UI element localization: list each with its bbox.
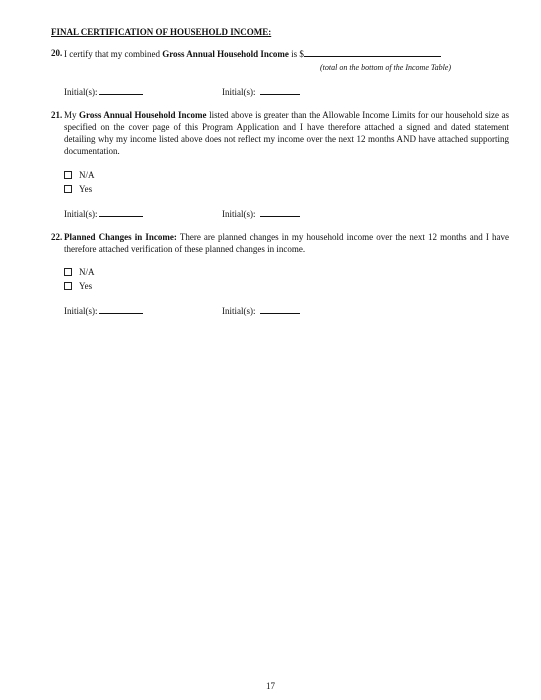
initials-line[interactable] bbox=[99, 207, 143, 217]
checkbox[interactable] bbox=[64, 282, 72, 290]
section-heading: FINAL CERTIFICATION OF HOUSEHOLD INCOME: bbox=[51, 27, 272, 37]
checkbox[interactable] bbox=[64, 171, 72, 179]
option-na[interactable]: N/A bbox=[64, 169, 95, 181]
option-yes[interactable]: Yes bbox=[64, 280, 92, 292]
initials-line[interactable] bbox=[260, 304, 300, 314]
question-21 bbox=[51, 109, 509, 157]
initials-field-2[interactable]: Initial(s): bbox=[222, 207, 300, 220]
initials-field-1[interactable]: Initial(s): bbox=[64, 85, 143, 98]
initials-field-1[interactable]: Initial(s): bbox=[64, 304, 143, 317]
initials-line[interactable] bbox=[99, 304, 143, 314]
option-yes[interactable]: Yes bbox=[64, 183, 92, 195]
initials-row-22 bbox=[64, 304, 384, 316]
income-table-note: (total on the bottom of the Income Table) bbox=[320, 63, 452, 72]
question-text: I certify that my combined Gross Annual Household Income is $ bbox=[64, 47, 509, 60]
question-20 bbox=[51, 47, 509, 60]
question-number: 21. bbox=[51, 110, 63, 120]
question-22 bbox=[51, 231, 509, 255]
question-number: 22. bbox=[51, 232, 63, 242]
initials-field-1[interactable]: Initial(s): bbox=[64, 207, 143, 220]
initials-line[interactable] bbox=[260, 207, 300, 217]
initials-row-21 bbox=[64, 207, 384, 219]
initials-field-2[interactable]: Initial(s): bbox=[222, 304, 300, 317]
initials-line[interactable] bbox=[99, 85, 143, 95]
question-text: Planned Changes in Income: There are planned changes in my household income over the next 12 months and I have therefore attached verification of these planned changes in income. bbox=[64, 232, 509, 254]
checkbox[interactable] bbox=[64, 185, 72, 193]
initials-line[interactable] bbox=[260, 85, 300, 95]
initials-row-20 bbox=[64, 85, 384, 97]
initials-field-2[interactable]: Initial(s): bbox=[222, 85, 300, 98]
checkbox[interactable] bbox=[64, 268, 72, 276]
question-number: 20. bbox=[51, 48, 63, 58]
option-na[interactable]: N/A bbox=[64, 266, 95, 278]
income-amount-field[interactable] bbox=[304, 47, 441, 57]
question-text: My Gross Annual Household Income listed above is greater than the Allowable Income Limits for our household size as specified on the cover page of this Program Application and I have therefore attached a signed and dated statement detailing why my income listed above does not reflect my income over the next 12 months AND have attached supporting documentation. bbox=[64, 110, 509, 156]
page-number: 17 bbox=[266, 681, 275, 691]
